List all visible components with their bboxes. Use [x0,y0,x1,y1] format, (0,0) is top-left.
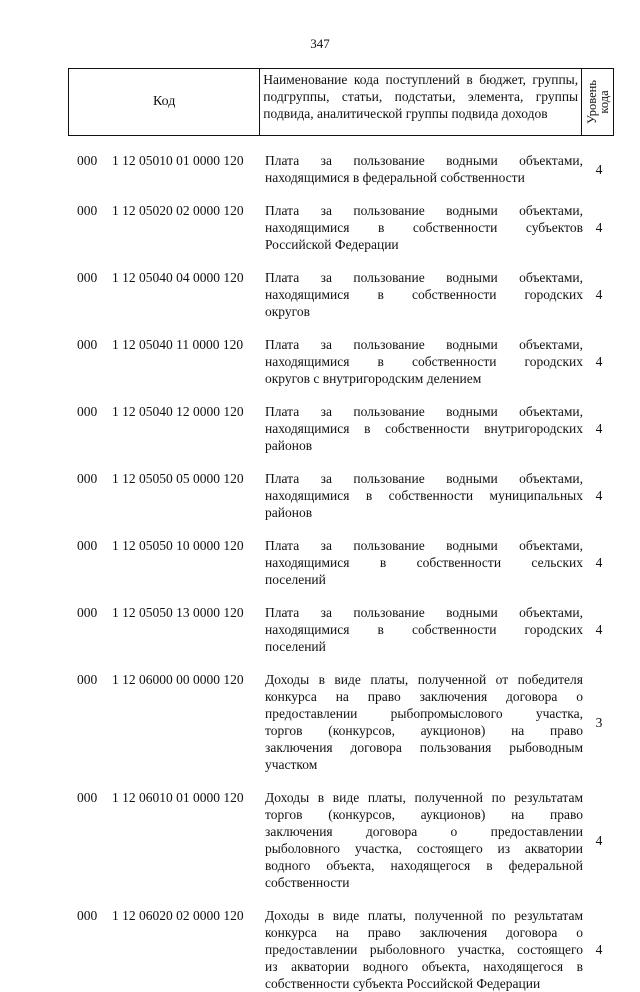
row-level: 4 [595,622,603,637]
row-prefix: 000 [77,790,98,805]
row-name [265,202,583,253]
row-name-line: находящимися в собственности внутригородских [265,421,583,436]
row-code: 1 12 05050 13 0000 120 [112,605,244,620]
row-code: 1 12 05040 11 0000 120 [112,337,244,352]
row-level: 4 [595,555,603,570]
row-name-line: Доходы в виде платы, полученной по результатам [265,908,583,923]
row-name-line: Плата за пользование водными объектами, [265,538,583,553]
row-name-line: районов [265,438,313,453]
row-name-line: Плата за пользование водными объектами, [265,203,583,218]
row-level: 4 [595,162,603,177]
row-name-line: из акватории водного объекта, находящегося в [265,959,583,974]
row-name [265,336,583,387]
table-row [0,604,640,655]
row-name-line: округов с внутригородским делением [265,371,482,386]
header-level-cell [582,69,613,135]
table-row [0,470,640,521]
row-code: 1 12 05040 04 0000 120 [112,270,244,285]
row-name-line: Доходы в виде платы, полученной от победителя [265,672,583,687]
header-level-line1: Уровень [584,79,599,125]
table-row [0,537,640,588]
row-name [265,537,583,588]
row-name-line: заключения договора пользования рыбоводным [265,740,583,755]
row-name-line: Плата за пользование водными объектами, [265,404,583,419]
row-name [265,470,583,521]
row-name [265,907,583,992]
page-number: 347 [310,36,330,51]
row-name [265,789,583,891]
header-level-line2: кода [596,90,611,114]
row-name-line: Плата за пользование водными объектами, [265,337,583,352]
row-code: 1 12 05050 10 0000 120 [112,538,244,553]
row-level: 4 [595,220,603,235]
table-row [0,403,640,454]
row-name-line: заключения договора о предоставлении [265,824,583,839]
row-prefix: 000 [77,203,98,218]
row-name-line: рыболовного участка, состоящего из акватории [265,841,583,856]
header-level-label [586,80,610,124]
table-row [0,789,640,891]
row-prefix: 000 [77,270,98,285]
row-name [265,403,583,454]
row-name-line: торгов (конкурсов, аукционов) на право [265,807,583,822]
row-code: 1 12 05010 01 0000 120 [112,153,244,168]
row-code: 1 12 06000 00 0000 120 [112,672,244,687]
row-level: 4 [595,287,603,302]
table-row [0,907,640,992]
table-row [0,671,640,773]
row-name-line: находящимися в собственности городских [265,622,583,637]
table-row [0,152,640,186]
row-name-line: находящимися в федеральной собственности [265,170,525,185]
row-name-line: Плата за пользование водными объектами, [265,471,583,486]
row-prefix: 000 [77,538,98,553]
row-name-line: Плата за пользование водными объектами, [265,605,583,620]
row-name-line: районов [265,505,313,520]
table-row [0,269,640,320]
row-prefix: 000 [77,153,98,168]
row-code: 1 12 05040 12 0000 120 [112,404,244,419]
row-prefix: 000 [77,672,98,687]
row-level: 4 [595,354,603,369]
table-row [0,202,640,253]
row-prefix: 000 [77,908,98,923]
table-header [68,68,614,136]
row-name-line: находящимися в собственности сельских [265,555,583,570]
row-level: 4 [595,421,603,436]
row-level: 4 [595,488,603,503]
row-name-line: торгов (конкурсов, аукционов) на право [265,723,583,738]
row-name-line: округов [265,304,310,319]
row-prefix: 000 [77,404,98,419]
row-prefix: 000 [77,337,98,352]
row-name-line: Российской Федерации [265,237,399,252]
row-name [265,604,583,655]
row-name-line: находящимися в собственности субъектов [265,220,583,235]
row-name [265,269,583,320]
row-name-line: Доходы в виде платы, полученной по результатам [265,790,583,805]
row-name-line: предоставлении рыболовного участка, состоящего [265,942,583,957]
row-level: 4 [595,833,603,848]
row-name-line: собственности субъекта Российской Федерации [265,976,541,991]
header-name-cell: Наименование кода поступлений в бюджет, группы, подгруппы, статьи, подстатьи, элемента, группы подвида, аналитической группы подвида доходов [260,69,582,135]
row-name [265,671,583,773]
row-code: 1 12 06010 01 0000 120 [112,790,244,805]
code-table-body [0,152,640,992]
row-name-line: находящимися в собственности городских [265,287,583,302]
row-name-line: поселений [265,639,326,654]
row-code: 1 12 06020 02 0000 120 [112,908,244,923]
row-name-line: Плата за пользование водными объектами, [265,270,583,285]
row-name-line: водного объекта, находящегося в федеральной [265,858,583,873]
row-level: 3 [595,715,603,730]
row-name-line: собственности [265,875,350,890]
header-code-cell: Код [69,69,260,135]
row-code: 1 12 05050 05 0000 120 [112,471,244,486]
row-name-line: участком [265,757,318,772]
row-name-line: конкурса на право заключения договора о [265,925,583,940]
row-name-line: поселений [265,572,326,587]
row-level: 4 [595,942,603,957]
row-code: 1 12 05020 02 0000 120 [112,203,244,218]
row-name-line: находящимися в собственности муниципальных [265,488,583,503]
row-prefix: 000 [77,605,98,620]
table-row [0,336,640,387]
row-name-line: находящимися в собственности городских [265,354,583,369]
row-name-line: предоставлении рыбопромыслового участка, [265,706,583,721]
row-name-line: конкурса на право заключения договора о [265,689,583,704]
row-name [265,152,583,186]
row-name-line: Плата за пользование водными объектами, [265,153,583,168]
row-prefix: 000 [77,471,98,486]
